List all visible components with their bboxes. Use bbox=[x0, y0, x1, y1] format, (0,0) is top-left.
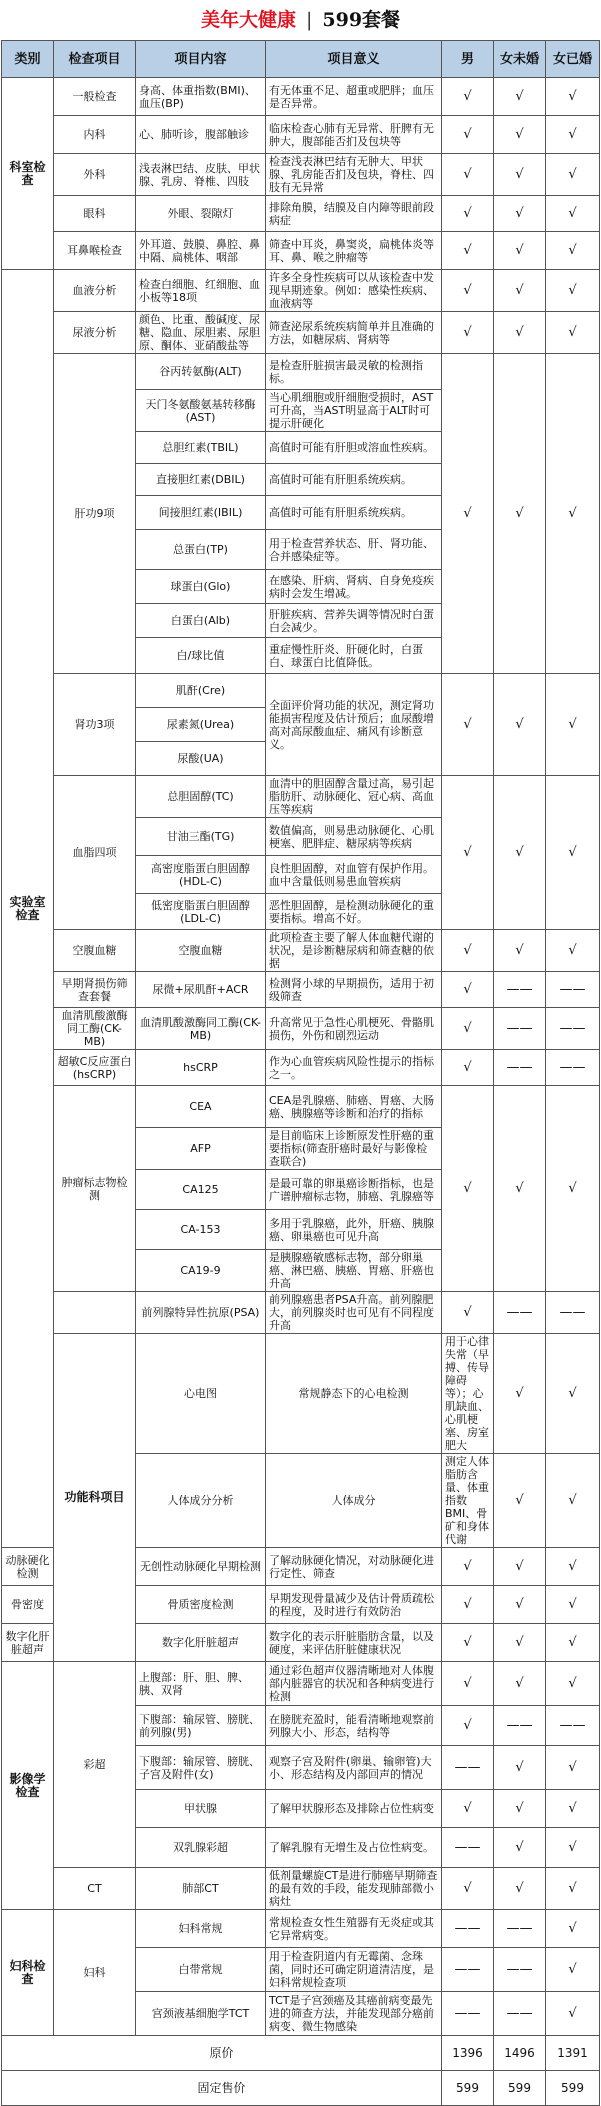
meaning-cell: 测定人体脂肪含量、体重指数BMI、骨矿和身体代谢 bbox=[442, 1454, 494, 1548]
female-single-mark: √ bbox=[494, 154, 546, 196]
meaning-cell: 低剂量螺旋CT是进行肺癌早期筛查的最有效的手段，能发现肺部微小病灶 bbox=[266, 1868, 442, 1910]
content-cell: CA19-9 bbox=[136, 1250, 266, 1292]
item-cell: 人体成分分析 bbox=[136, 1454, 266, 1548]
female-married-mark: √ bbox=[546, 312, 600, 354]
table-row bbox=[2, 930, 600, 972]
item-cell bbox=[54, 1292, 136, 1334]
meaning-cell: 高值时可能有肝胆系统疾病。 bbox=[266, 496, 442, 530]
female-married-mark: —— bbox=[546, 1706, 600, 1746]
female-married-mark: √ bbox=[546, 1992, 600, 2036]
meaning-cell: CEA是乳腺癌、肺癌、胃癌、大肠癌、胰腺癌等诊断和治疗的指标 bbox=[266, 1086, 442, 1128]
content-cell: 高密度脂蛋白胆固醇(HDL-C) bbox=[136, 856, 266, 894]
female-single-mark: √ bbox=[546, 1334, 600, 1454]
content-cell: 肌酐(Cre) bbox=[136, 674, 266, 708]
content-cell: 妇科常规 bbox=[136, 1910, 266, 1948]
content-cell: 甲状腺 bbox=[136, 1790, 266, 1828]
meaning-cell: 良性胆固醇，对血管有保护作用。血中含量低则易患血管疾病 bbox=[266, 856, 442, 894]
table-row bbox=[2, 354, 600, 390]
content-cell: AFP bbox=[136, 1128, 266, 1170]
fixed-price-male: 599 bbox=[442, 2071, 494, 2106]
table-row bbox=[2, 1086, 600, 1128]
male-mark: √ bbox=[442, 1662, 494, 1706]
male-mark: √ bbox=[442, 1292, 494, 1334]
table-row bbox=[2, 232, 600, 270]
male-mark: —— bbox=[442, 1948, 494, 1992]
female-single-mark: √ bbox=[494, 1086, 546, 1292]
fixed-price-female-single: 599 bbox=[494, 2071, 546, 2106]
page-title bbox=[0, 0, 601, 40]
female-married-mark: —— bbox=[546, 1050, 600, 1086]
content-cell: 白/球比值 bbox=[136, 638, 266, 674]
female-married-mark: —— bbox=[546, 972, 600, 1008]
item-cell: 空腹血糖 bbox=[54, 930, 136, 972]
female-single-mark: —— bbox=[494, 1948, 546, 1992]
original-price-row bbox=[2, 2036, 600, 2071]
content-cell: 心、肺听诊，腹部触诊 bbox=[136, 116, 266, 154]
female-married-mark: √ bbox=[546, 196, 600, 232]
item-cell: 眼科 bbox=[54, 196, 136, 232]
female-married-mark: √ bbox=[546, 1624, 600, 1662]
male-mark: √ bbox=[442, 1050, 494, 1086]
content-cell: 身高、体重指数(BMI)、血压(BP) bbox=[136, 78, 266, 116]
meaning-cell: 全面评价肾功能的状况，测定肾功能损害程度及估计预后；血尿酸增高对高尿酸血症、痛风有诊断意义。 bbox=[266, 674, 442, 776]
female-married-mark: —— bbox=[546, 1008, 600, 1050]
item-cell: 耳鼻喉检查 bbox=[54, 232, 136, 270]
meaning-cell: 血清中的胆固醇含量过高，易引起脂肪肝、动脉硬化、冠心病、高血压等疾病 bbox=[266, 776, 442, 818]
meaning-cell: 通过彩色超声仪器清晰地对人体腹部内脏器官的状况和各种病变进行检测 bbox=[266, 1662, 442, 1706]
female-single-mark: √ bbox=[494, 1790, 546, 1828]
meaning-cell: 重症慢性肝炎、肝硬化时，白蛋白、球蛋白比值降低。 bbox=[266, 638, 442, 674]
item-cell: 血液分析 bbox=[54, 270, 136, 312]
table-row bbox=[2, 1334, 600, 1454]
content-cell: 间接胆红素(IBIL) bbox=[136, 496, 266, 530]
male-mark: √ bbox=[494, 1334, 546, 1454]
female-married-mark: √ bbox=[546, 1828, 600, 1868]
meaning-cell: 高值时可能有肝胆或溶血性疾病。 bbox=[266, 432, 442, 464]
content-cell: 上腹部：肝、胆、脾、胰、双肾 bbox=[136, 1662, 266, 1706]
table-row bbox=[2, 972, 600, 1008]
meaning-cell: 了解甲状腺形态及排除占位性病变 bbox=[266, 1790, 442, 1828]
meaning-cell: 肝脏疾病、营养失调等情况时白蛋白会减少。 bbox=[266, 604, 442, 638]
header-female-married: 女已婚 bbox=[546, 41, 600, 78]
female-single-mark: —— bbox=[494, 1910, 546, 1948]
header-male: 男 bbox=[442, 41, 494, 78]
male-mark: √ bbox=[442, 1586, 494, 1624]
female-single-mark: —— bbox=[494, 1292, 546, 1334]
female-single-mark: √ bbox=[494, 1624, 546, 1662]
meaning-cell: 是检查肝脏损害最灵敏的检测指标。 bbox=[266, 354, 442, 390]
item-cell: 动脉硬化检测 bbox=[2, 1548, 54, 1586]
content-cell: 总胆红素(TBIL) bbox=[136, 432, 266, 464]
meaning-cell: 多用于乳腺癌，此外，肝癌、胰腺癌、卵巢癌也可见升高 bbox=[266, 1210, 442, 1250]
content-cell: 骨质密度检测 bbox=[136, 1586, 266, 1624]
content-cell: 人体成分 bbox=[266, 1454, 442, 1548]
item-cell: 肿瘤标志物检测 bbox=[54, 1086, 136, 1292]
male-mark: —— bbox=[442, 1910, 494, 1948]
female-married-mark: √ bbox=[546, 1948, 600, 1992]
content-cell: 血清肌酸激酶同工酶(CK-MB) bbox=[136, 1008, 266, 1050]
female-married-mark: √ bbox=[546, 1746, 600, 1790]
female-single-mark: √ bbox=[494, 1662, 546, 1706]
title-separator: | bbox=[305, 9, 313, 31]
item-cell: 心电图 bbox=[136, 1334, 266, 1454]
item-cell: 外科 bbox=[54, 154, 136, 196]
male-mark: √ bbox=[442, 116, 494, 154]
package-name: 599套餐 bbox=[322, 9, 401, 31]
female-married-mark: √ bbox=[546, 1910, 600, 1948]
table-row bbox=[2, 196, 600, 232]
female-single-mark: √ bbox=[494, 930, 546, 972]
content-cell: 下腹部：输尿管、膀胱、子宫及附件(女) bbox=[136, 1746, 266, 1790]
content-cell: 检查白细胞、红细胞、血小板等18项 bbox=[136, 270, 266, 312]
content-cell: 外眼、裂隙灯 bbox=[136, 196, 266, 232]
male-mark: √ bbox=[442, 312, 494, 354]
female-single-mark: √ bbox=[494, 312, 546, 354]
female-single-mark: —— bbox=[494, 1008, 546, 1050]
content-cell: 白蛋白(Alb) bbox=[136, 604, 266, 638]
table-row bbox=[2, 1910, 600, 1948]
meaning-cell: 用于检查阴道内有无霉菌、念珠菌，同时还可确定阴道清洁度，是妇科常规检查项 bbox=[266, 1948, 442, 1992]
content-cell: 甘油三酯(TG) bbox=[136, 818, 266, 856]
meaning-cell: 筛查泌尿系统疾病简单并且准确的方法，如糖尿病、肾病等 bbox=[266, 312, 442, 354]
meaning-cell: 高值时可能有肝胆系统疾病。 bbox=[266, 464, 442, 496]
male-mark: √ bbox=[442, 1868, 494, 1910]
content-cell: 谷丙转氨酶(ALT) bbox=[136, 354, 266, 390]
category-cell: 影像学检查 bbox=[2, 1662, 54, 1910]
table-row bbox=[2, 154, 600, 196]
content-cell: 总胆固醇(TC) bbox=[136, 776, 266, 818]
female-married-mark: √ bbox=[546, 1662, 600, 1706]
meaning-cell: 常规检查女性生殖器有无炎症或其它异常病变。 bbox=[266, 1910, 442, 1948]
table-row bbox=[2, 1662, 600, 1706]
content-cell: 宫颈液基细胞学TCT bbox=[136, 1992, 266, 2036]
meaning-cell: 是目前临床上诊断原发性肝癌的重要指标(筛查肝癌时最好与影像检查联合) bbox=[266, 1128, 442, 1170]
content-cell: hsCRP bbox=[136, 1050, 266, 1086]
content-cell: CEA bbox=[136, 1086, 266, 1128]
item-cell: 内科 bbox=[54, 116, 136, 154]
table-row bbox=[2, 270, 600, 312]
item-cell: 尿液分析 bbox=[54, 312, 136, 354]
content-cell: 低密度脂蛋白胆固醇(LDL-C) bbox=[136, 894, 266, 930]
meaning-cell: TCT是子宫颈癌及其癌前病变最先进的筛查方法，并能发现部分癌前病变、微生物感染 bbox=[266, 1992, 442, 2036]
meaning-cell: 数值偏高，则易患动脉硬化、心肌梗塞、肥胖症、糖尿病等疾病 bbox=[266, 818, 442, 856]
item-cell: 血清肌酸激酶同工酶(CK-MB) bbox=[54, 1008, 136, 1050]
content-cell: CA125 bbox=[136, 1170, 266, 1210]
table-row bbox=[2, 1008, 600, 1050]
female-single-mark: —— bbox=[494, 1992, 546, 2036]
item-cell: 超敏C反应蛋白(hsCRP) bbox=[54, 1050, 136, 1086]
female-single-mark: √ bbox=[494, 196, 546, 232]
meaning-cell: 在膀胱充盈时，能看清晰地观察前列腺大小、形态，结构等 bbox=[266, 1706, 442, 1746]
content-cell: 无创性动脉硬化早期检测 bbox=[136, 1548, 266, 1586]
meaning-cell: 有无体重不足、超重或肥胖；血压是否异常。 bbox=[266, 78, 442, 116]
female-single-mark: √ bbox=[494, 78, 546, 116]
female-married-mark: √ bbox=[546, 1868, 600, 1910]
meaning-cell: 许多全身性疾病可以从该检查中发现早期迹象。例如：感染性疾病、血液病等 bbox=[266, 270, 442, 312]
male-mark: √ bbox=[442, 972, 494, 1008]
category-cell: 实验室检查 bbox=[2, 270, 54, 1548]
original-price-female-single: 1496 bbox=[494, 2036, 546, 2071]
content-cell: 尿微+尿肌酐+ACR bbox=[136, 972, 266, 1008]
female-married-mark: √ bbox=[546, 232, 600, 270]
female-married-mark: √ bbox=[546, 1790, 600, 1828]
meaning-cell: 作为心血管疾病风险性提示的指标之一。 bbox=[266, 1050, 442, 1086]
meaning-cell: 临床检查心肺有无异常、肝脾有无肿大，腹部能否扪及包块等 bbox=[266, 116, 442, 154]
content-cell: 天门冬氨酸氨基转移酶(AST) bbox=[136, 390, 266, 432]
meaning-cell: 恶性胆固醇，是检测动脉硬化的重要指标。增高不好。 bbox=[266, 894, 442, 930]
meaning-cell: 是胰腺癌敏感标志物，部分卵巢癌、淋巴癌、胰癌、胃癌、肝癌也升高 bbox=[266, 1250, 442, 1292]
package-table bbox=[1, 40, 600, 2106]
male-mark: √ bbox=[442, 354, 494, 674]
content-cell: 总蛋白(TP) bbox=[136, 530, 266, 570]
content-cell: 肺部CT bbox=[136, 1868, 266, 1910]
table-row bbox=[2, 312, 600, 354]
table-row bbox=[2, 1868, 600, 1910]
male-mark: √ bbox=[442, 1548, 494, 1586]
female-married-mark: √ bbox=[546, 1548, 600, 1586]
header-category: 类别 bbox=[2, 41, 54, 78]
category-cell: 妇科检查 bbox=[2, 1910, 54, 2036]
female-single-mark: —— bbox=[494, 1050, 546, 1086]
female-single-mark: √ bbox=[546, 1454, 600, 1548]
male-mark: √ bbox=[442, 1008, 494, 1050]
female-single-mark: √ bbox=[494, 1586, 546, 1624]
item-cell: CT bbox=[54, 1868, 136, 1910]
item-cell: 骨密度 bbox=[2, 1586, 54, 1624]
female-married-mark: √ bbox=[546, 1086, 600, 1292]
original-price-label: 原价 bbox=[2, 2036, 442, 2071]
female-single-mark: √ bbox=[494, 1868, 546, 1910]
male-mark: —— bbox=[442, 1992, 494, 2036]
female-married-mark: √ bbox=[546, 116, 600, 154]
female-married-mark: √ bbox=[546, 776, 600, 930]
category-cell: 功能科项目 bbox=[54, 1334, 136, 1662]
meaning-cell: 升高常见于急性心肌梗死、骨骼肌损伤，外伤和剧烈运动 bbox=[266, 1008, 442, 1050]
table-row bbox=[2, 1292, 600, 1334]
female-single-mark: √ bbox=[494, 674, 546, 776]
meaning-cell: 在感染、肝病、肾病、自身免疫疾病时会发生增减。 bbox=[266, 570, 442, 604]
meaning-cell: 排除角膜，结膜及自内障等眼前段病症 bbox=[266, 196, 442, 232]
female-married-mark: √ bbox=[546, 154, 600, 196]
male-mark: √ bbox=[494, 1454, 546, 1548]
content-cell: 尿酸(UA) bbox=[136, 742, 266, 776]
item-cell: 妇科 bbox=[54, 1910, 136, 2036]
header-female-single: 女未婚 bbox=[494, 41, 546, 78]
item-cell: 彩超 bbox=[54, 1662, 136, 1868]
male-mark: √ bbox=[442, 930, 494, 972]
item-cell: 血脂四项 bbox=[54, 776, 136, 930]
content-cell: 前列腺特异性抗原(PSA) bbox=[136, 1292, 266, 1334]
content-cell: 浅表淋巴结、皮肤、甲状腺、乳房、脊椎、四肢 bbox=[136, 154, 266, 196]
meaning-cell: 前列腺癌患者PSA升高。前列腺肥大，前列腺炎时也可见有不同程度升高 bbox=[266, 1292, 442, 1334]
header-item: 检查项目 bbox=[54, 41, 136, 78]
content-cell: 下腹部：输尿管、膀胱、前列腺(男) bbox=[136, 1706, 266, 1746]
female-single-mark: √ bbox=[494, 116, 546, 154]
content-cell: CA-153 bbox=[136, 1210, 266, 1250]
male-mark: √ bbox=[442, 196, 494, 232]
item-cell: 肝功9项 bbox=[54, 354, 136, 674]
content-cell: 直接胆红素(DBIL) bbox=[136, 464, 266, 496]
female-single-mark: —— bbox=[494, 972, 546, 1008]
fixed-price-row bbox=[2, 2071, 600, 2106]
meaning-cell: 用于检查营养状态、肝、肾功能、合并感染症等。 bbox=[266, 530, 442, 570]
table-row bbox=[2, 78, 600, 116]
content-cell: 颜色、比重、酸碱度、尿糖、隐血、尿胆素、尿胆原、酮体、亚硝酸盐等 bbox=[136, 312, 266, 354]
female-single-mark: √ bbox=[494, 232, 546, 270]
male-mark: √ bbox=[442, 1706, 494, 1746]
male-mark: —— bbox=[442, 1828, 494, 1868]
female-single-mark: √ bbox=[494, 776, 546, 930]
category-cell: 科室检查 bbox=[2, 78, 54, 270]
content-cell: 双乳腺彩超 bbox=[136, 1828, 266, 1868]
female-married-mark: √ bbox=[546, 354, 600, 674]
female-married-mark: √ bbox=[546, 78, 600, 116]
meaning-cell: 数字化的表示肝脏脂肪含量，以及硬度，来评估肝脏健康状况 bbox=[266, 1624, 442, 1662]
female-married-mark: √ bbox=[546, 930, 600, 972]
meaning-cell: 早期发现骨量减少及估计骨质疏松的程度，及时进行有效防治 bbox=[266, 1586, 442, 1624]
meaning-cell: 了解乳腺有无增生及占位性病变。 bbox=[266, 1828, 442, 1868]
table-row bbox=[2, 116, 600, 154]
item-cell: 数字化肝脏超声 bbox=[2, 1624, 54, 1662]
meaning-cell: 检查浅表淋巴结有无肿大、甲状腺、乳房能否扪及包块，脊柱、四肢有无异常 bbox=[266, 154, 442, 196]
meaning-cell: 检测肾小球的早期损伤，适用于初级筛查 bbox=[266, 972, 442, 1008]
brand-name: 美年大健康 bbox=[200, 9, 296, 31]
meaning-cell: 观察子宫及附件(卵巢、输卵管)大小、形态结构及内部回声的情况 bbox=[266, 1746, 442, 1790]
item-cell: 肾功3项 bbox=[54, 674, 136, 776]
male-mark: √ bbox=[442, 1790, 494, 1828]
header-content: 项目内容 bbox=[136, 41, 266, 78]
item-cell: 一般检查 bbox=[54, 78, 136, 116]
female-single-mark: √ bbox=[494, 1548, 546, 1586]
item-cell: 早期肾损伤筛查套餐 bbox=[54, 972, 136, 1008]
original-price-female-married: 1391 bbox=[546, 2036, 600, 2071]
male-mark: √ bbox=[442, 232, 494, 270]
male-mark: √ bbox=[442, 78, 494, 116]
content-cell: 常规静态下的心电检测 bbox=[266, 1334, 442, 1454]
male-mark: √ bbox=[442, 270, 494, 312]
female-single-mark: —— bbox=[494, 1706, 546, 1746]
table-row bbox=[2, 1050, 600, 1086]
meaning-cell: 筛查中耳炎，鼻窦炎，扁桃体炎等耳、鼻、喉之肿瘤等 bbox=[266, 232, 442, 270]
table-row bbox=[2, 674, 600, 708]
meaning-cell: 用于心律失常（早搏、传导障碍等）；心肌缺血、心肌梗塞、房室肥大 bbox=[442, 1334, 494, 1454]
female-single-mark: √ bbox=[494, 1746, 546, 1790]
female-married-mark: √ bbox=[546, 674, 600, 776]
male-mark: √ bbox=[442, 776, 494, 930]
male-mark: √ bbox=[442, 1624, 494, 1662]
content-cell: 数字化肝脏超声 bbox=[136, 1624, 266, 1662]
meaning-cell: 当心肌细胞或肝细胞受损时，AST可升高，当AST明显高于ALT时可提示肝硬化 bbox=[266, 390, 442, 432]
original-price-male: 1396 bbox=[442, 2036, 494, 2071]
meaning-cell: 此项检查主要了解人体血糖代谢的状况，是诊断糖尿病和筛查糖的依据 bbox=[266, 930, 442, 972]
table-row bbox=[2, 776, 600, 818]
female-married-mark: —— bbox=[546, 1292, 600, 1334]
female-single-mark: √ bbox=[494, 354, 546, 674]
content-cell: 球蛋白(Glo) bbox=[136, 570, 266, 604]
female-married-mark: √ bbox=[546, 270, 600, 312]
female-married-mark: √ bbox=[546, 1586, 600, 1624]
content-cell: 尿素氮(Urea) bbox=[136, 708, 266, 742]
male-mark: —— bbox=[442, 1746, 494, 1790]
male-mark: √ bbox=[442, 674, 494, 776]
fixed-price-label: 固定售价 bbox=[2, 2071, 442, 2106]
header-row bbox=[2, 41, 600, 78]
meaning-cell: 了解动脉硬化情况，对动脉硬化进行定性、筛查 bbox=[266, 1548, 442, 1586]
header-meaning: 项目意义 bbox=[266, 41, 442, 78]
male-mark: √ bbox=[442, 1086, 494, 1292]
meaning-cell: 是最可靠的卵巢癌诊断指标，也是广谱肿瘤标志物，肺癌、乳腺癌等 bbox=[266, 1170, 442, 1210]
content-cell: 空腹血糖 bbox=[136, 930, 266, 972]
fixed-price-female-married: 599 bbox=[546, 2071, 600, 2106]
content-cell: 白带常规 bbox=[136, 1948, 266, 1992]
female-single-mark: √ bbox=[494, 270, 546, 312]
female-single-mark: √ bbox=[494, 1828, 546, 1868]
content-cell: 外耳道、鼓膜、鼻腔、鼻中隔、扁桃体、咽部 bbox=[136, 232, 266, 270]
male-mark: √ bbox=[442, 154, 494, 196]
